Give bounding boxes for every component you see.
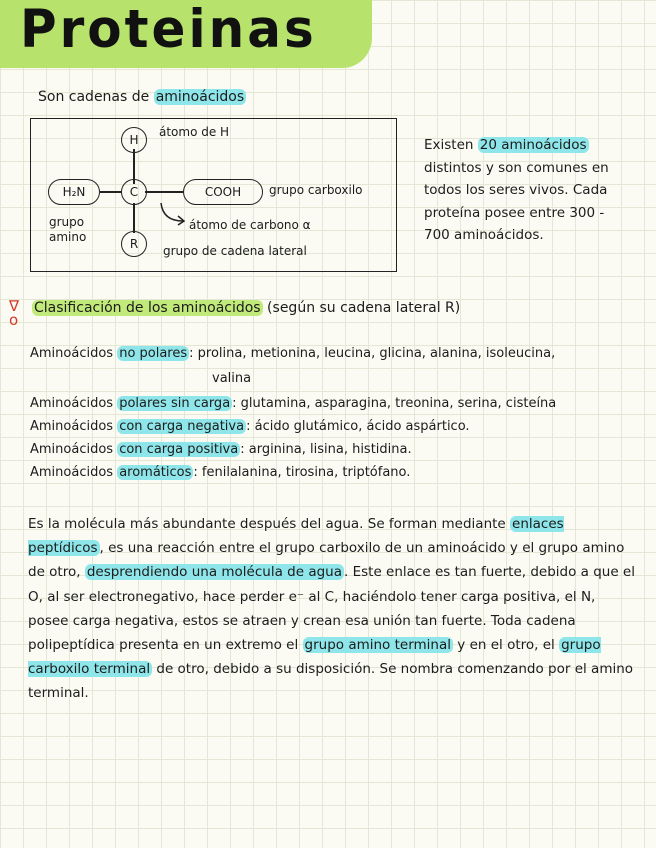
- bond-r: [133, 203, 135, 233]
- paragraph-highlight: desprendiendo una molécula de agua: [86, 564, 342, 581]
- amino-class-highlight: con carga negativa: [119, 419, 245, 434]
- label-amine-2: amino: [49, 230, 87, 244]
- amino-class-highlight: con carga positiva: [119, 442, 239, 457]
- amino-class-prefix: Aminoácidos: [30, 419, 118, 434]
- intro-prefix: Son cadenas de: [38, 89, 154, 105]
- intro-highlight: aminoácidos: [155, 89, 245, 105]
- h-node: H: [121, 127, 147, 153]
- paragraph-highlight: grupo amino terminal: [304, 637, 452, 654]
- r-node: R: [121, 231, 147, 257]
- amino-class-highlight: aromáticos: [119, 465, 192, 480]
- amino-class-rest: : glutamina, asparagina, treonina, serina, cisteína: [232, 396, 557, 411]
- amino-acid-diagram: [30, 118, 397, 272]
- paragraph-text: , es una reacción entre el grupo carboxilo de un aminoácido y el grupo amino de otro,: [28, 540, 625, 581]
- paragraph-text: . Este enlace es tan fuerte, debido a que el O, al ser electronegativo, hace perder e⁻ al C, haciéndolo tener carga positiva, el N, posee carga negativa, estos se atraen y crean esa unión tan fuerte. Toda cadena polipeptídica presenta en un extremo el: [28, 564, 635, 654]
- side-text-highlight: 20 aminoácidos: [479, 137, 587, 153]
- amino-class-line: [30, 465, 410, 480]
- marker-icon: [9, 299, 19, 327]
- side-text-part1: Existen: [424, 137, 478, 153]
- paragraph-text: Es la molécula más abundante después del agua. Se forman mediante: [28, 516, 511, 532]
- marker-circle: o: [9, 311, 19, 329]
- label-amine-1: grupo: [49, 215, 85, 229]
- body-paragraph: [28, 512, 638, 706]
- amino-class-line: [30, 346, 555, 361]
- page-title: Proteinas: [20, 0, 317, 60]
- amino-class-rest: : prolina, metionina, leucina, glicina, alanina, isoleucina,: [189, 346, 556, 361]
- amino-class-line: [30, 396, 556, 411]
- label-h-atom: átomo de H: [159, 125, 230, 139]
- carboxyl-node: COOH: [183, 179, 263, 205]
- amine-node: H₂N: [48, 179, 100, 205]
- side-text: [424, 134, 634, 247]
- amino-class-line: [30, 442, 412, 457]
- amino-class-prefix: Aminoácidos: [30, 465, 118, 480]
- amino-class-rest: valina: [212, 371, 252, 386]
- paragraph-text: y en el otro, el: [453, 637, 560, 654]
- amino-class-prefix: Aminoácidos: [30, 442, 118, 457]
- classification-suffix: (según su cadena lateral R): [262, 300, 461, 316]
- amino-class-line-continued: [212, 371, 251, 386]
- paragraph-highlight: grupo carboxilo terminal: [28, 637, 601, 678]
- paragraph-text: de otro, debido a su disposición. Se nombra comenzando por el amino terminal.: [28, 661, 634, 702]
- amino-class-rest: : fenilalanina, tirosina, triptófano.: [193, 465, 411, 480]
- label-side-chain: grupo de cadena lateral: [163, 244, 307, 258]
- paragraph-highlight: enlaces peptídicos: [28, 516, 564, 557]
- classification-heading: [32, 300, 460, 316]
- amino-class-rest: : arginina, lisina, histidina.: [240, 442, 412, 457]
- intro-line: [38, 89, 246, 105]
- marker-triangle: ∇: [9, 297, 20, 315]
- amino-class-highlight: polares sin carga: [119, 396, 231, 411]
- c-node: C: [121, 179, 147, 205]
- arrow-icon: [159, 201, 189, 227]
- bond-carboxyl: [145, 191, 183, 193]
- side-text-part2: distintos y son comunes en todos los seres vivos. Cada proteína posee entre 300 - 700 aminoácidos.: [424, 159, 609, 243]
- amino-class-prefix: Aminoácidos: [30, 396, 118, 411]
- amino-class-prefix: Aminoácidos: [30, 346, 118, 361]
- amino-class-line: [30, 419, 470, 434]
- amino-class-rest: : ácido glutámico, ácido aspártico.: [246, 419, 470, 434]
- amino-class-highlight: no polares: [119, 346, 188, 361]
- label-alpha-carbon: átomo de carbono α: [189, 218, 311, 232]
- bond-amine: [100, 191, 122, 193]
- classification-highlight: Clasificación de los aminoácidos: [34, 300, 261, 316]
- label-carboxyl: grupo carboxilo: [269, 183, 363, 197]
